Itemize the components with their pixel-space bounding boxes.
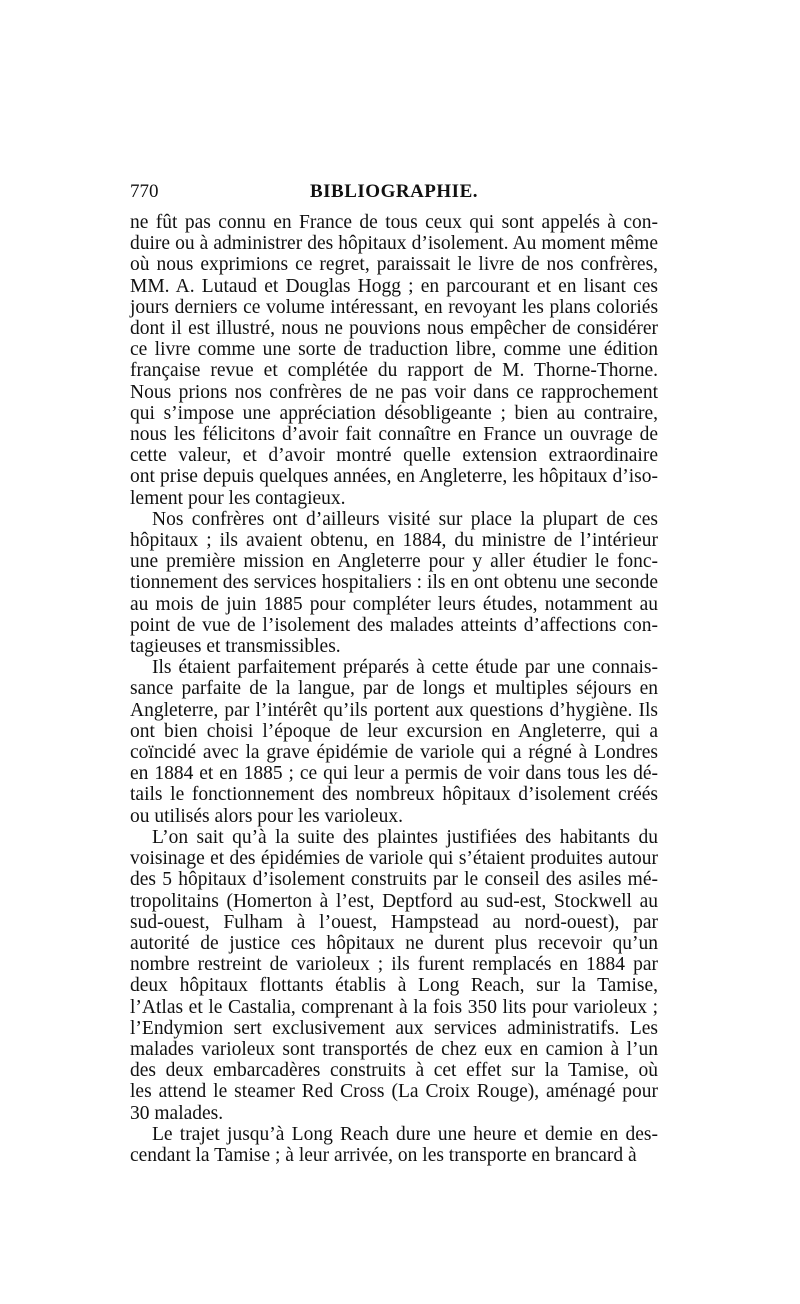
text-line: lement pour les contagieux.	[130, 487, 346, 509]
text-line: l’Endymion sert exclusivement aux services administratifs. Les	[130, 1017, 659, 1039]
text-line: jours derniers ce volume intéressant, en revoyant les plans coloriés	[130, 296, 659, 318]
text-line: point de vue de l’isolement des malades atteints d’affections con-	[130, 614, 659, 636]
text-line: l’Atlas et le Castalia, comprenant à la fois 350 lits pour varioleux ;	[130, 996, 658, 1018]
paragraph	[130, 827, 658, 1124]
page-number: 770	[130, 181, 159, 202]
paragraph	[130, 212, 658, 509]
running-title: BIBLIOGRAPHIE.	[309, 181, 478, 202]
text-line: sance parfaite de la langue, par de longs et multiples séjours en	[130, 678, 658, 700]
text-line: autorité de justice ces hôpitaux ne durent plus recevoir qu’un	[130, 932, 658, 954]
text-line: ne fût pas connu en France de tous ceux qui sont appelés à con-	[130, 212, 658, 233]
text-line: des 5 hôpitaux d’isolement construits par le conseil des asiles mé-	[130, 869, 658, 891]
text-line: Ils étaient parfaitement préparés à cette étude par une connais-	[152, 657, 658, 679]
text-line: Nous prions nos confrères de ne pas voir dans ce rapprochement	[130, 381, 659, 403]
text-line: coïncidé avec la grave épidémie de variole qui a régné à Londres	[130, 742, 658, 764]
text-line: des deux embarcadères construits à cet effet sur la Tamise, où	[130, 1060, 658, 1082]
paragraph	[130, 1124, 658, 1166]
text-line: Nos confrères ont d’ailleurs visité sur place la plupart de ces	[152, 508, 658, 530]
text-line: qui s’impose une appréciation désobligeante ; bien au contraire,	[130, 402, 659, 424]
text-line: cendant la Tamise ; à leur arrivée, on les transporte en brancard à	[130, 1144, 637, 1166]
text-line: une première mission en Angleterre pour y aller étudier le fonc-	[130, 551, 658, 573]
text-line: ont prise depuis quelques années, en Angleterre, les hôpitaux d’iso-	[130, 466, 658, 488]
paragraph	[130, 509, 658, 657]
text-line: tionnement des services hospitaliers : ils en ont obtenu une seconde	[130, 572, 658, 594]
text-line: Angleterre, par l’intérêt qu’ils portent aux questions d’hygiène. Ils	[130, 699, 659, 721]
text-line: nous les félicitons d’avoir fait connaître en France un ouvrage de	[130, 424, 659, 446]
text-line: 30 malades.	[130, 1102, 224, 1124]
page-header	[130, 181, 658, 207]
text-line: tropolitains (Homerton à l’est, Deptford au sud-est, Stockwell au	[130, 890, 658, 912]
text-line: où nous exprimions ce regret, paraissait le livre de nos confrères,	[130, 254, 659, 276]
text-line: voisinage et des épidémies de variole qui s’étaient produites autour	[130, 848, 658, 870]
text-line: ou utilisés alors pour les varioleux.	[130, 805, 403, 827]
text-line: les attend le steamer Red Cross (La Croix Rouge), aménagé pour	[130, 1081, 658, 1103]
text-line: deux hôpitaux flottants établis à Long Reach, sur la Tamise,	[130, 975, 658, 997]
text-line: ce livre comme une sorte de traduction libre, comme une édition	[130, 339, 659, 361]
text-line: ont bien choisi l’époque de leur excursion en Angleterre, qui a	[130, 720, 659, 742]
paragraph	[130, 657, 658, 827]
text-line: nombre restreint de varioleux ; ils furent remplacés en 1884 par	[130, 954, 658, 976]
text-line: Le trajet jusqu’à Long Reach dure une heure et demie en des-	[152, 1123, 658, 1145]
text-line: MM. A. Lutaud et Douglas Hogg ; en parcourant et en lisant ces	[130, 275, 658, 297]
text-line: française revue et complétée du rapport de M. Thorne-Thorne.	[130, 360, 658, 382]
text-line: tagieuses et transmissibles.	[130, 636, 341, 658]
text-line: hôpitaux ; ils avaient obtenu, en 1884, du ministre de l’intérieur	[130, 530, 659, 552]
text-line: cette valeur, et d’avoir montré quelle extension extraordinaire	[130, 445, 658, 467]
text-line: en 1884 et en 1885 ; ce qui leur a permis de voir dans tous les dé-	[130, 763, 658, 785]
text-line: duire ou à administrer des hôpitaux d’isolement. Au moment même	[130, 233, 659, 255]
text-line: tails le fonctionnement des nombreux hôpitaux d’isolement créés	[130, 784, 659, 806]
text-line: malades varioleux sont transportés de chez eux en camion à l’un	[130, 1038, 658, 1060]
text-line: dont il est illustré, nous ne pouvions nous empêcher de considérer	[130, 318, 659, 340]
text-line: sud-ouest, Fulham à l’ouest, Hampstead au nord-ouest), par	[130, 911, 659, 933]
text-line: L’on sait qu’à la suite des plaintes justifiées des habitants du	[152, 826, 659, 848]
text-line: au mois de juin 1885 pour compléter leurs études, notamment au	[130, 593, 658, 615]
body-text	[130, 212, 658, 1166]
